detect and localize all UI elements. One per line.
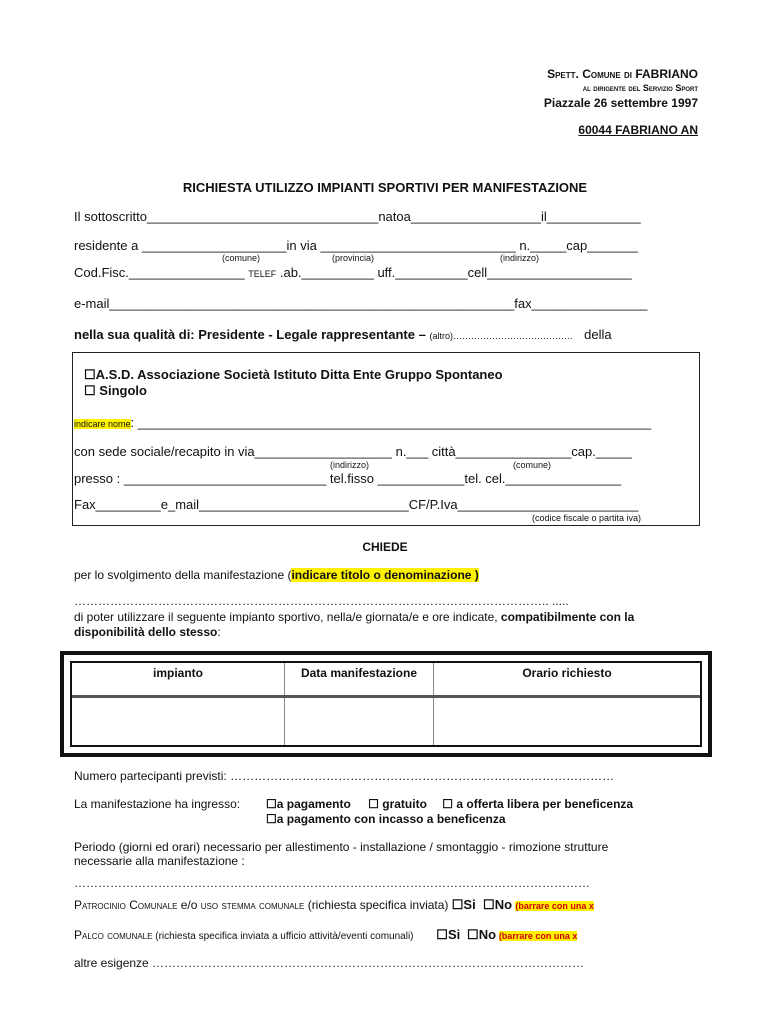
checkbox-gratuito-icon[interactable]: ☐ <box>368 797 379 811</box>
label-cf-piva: (codice fiscale o partita iva) <box>532 513 642 523</box>
palco-no: No <box>478 927 497 942</box>
disponibilita-tail: : <box>217 625 221 639</box>
field-qualita <box>74 327 612 342</box>
checkbox-palco-si-icon[interactable]: ☐ <box>436 927 448 942</box>
label-comune: (comune) <box>222 253 261 263</box>
label-sede-comune: (comune) <box>513 460 552 470</box>
indicare-nome-label: indicare nome <box>74 419 131 429</box>
poter-bold: compatibilmente con la <box>500 610 635 624</box>
header-orario: Orario richiesto <box>434 663 701 697</box>
patrocinio-rest: (richiesta specifica inviata) <box>304 898 452 912</box>
ingresso-options-row1[interactable] <box>266 797 633 811</box>
patrocinio-stemma: uso stemma comunale <box>200 898 305 912</box>
patrocinio-label: Patrocinio Comunale <box>74 898 178 912</box>
manifestazione-dots[interactable]: ……………………………………………………………………………………………………….. ..... <box>74 594 569 608</box>
patrocinio-si: Si <box>463 897 476 912</box>
patrocinio-no: No <box>494 897 513 912</box>
label-indirizzo: (indirizzo) <box>500 253 540 263</box>
impianti-table <box>72 663 700 745</box>
patrocinio-note: (barrare con una x <box>515 901 594 911</box>
org-singolo-text: Singolo <box>99 383 147 398</box>
opt-offerta: a offerta libera per beneficenza <box>456 797 634 811</box>
field-partecipanti[interactable]: Numero partecipanti previsti: …………………………………………………………………………………… <box>74 769 615 783</box>
checkbox-palco-no-icon[interactable]: ☐ <box>467 927 479 942</box>
impianti-table-frame <box>60 651 712 757</box>
field-sottoscritto[interactable]: Il sottoscritto________________________________natoa__________________il_____________ <box>74 209 641 224</box>
org-types-text: A.S.D. Associazione Società Istituto Ditta Ente Gruppo Spontaneo <box>95 367 503 382</box>
codfisc-rest: .ab.__________ uff.__________cell____________________ <box>279 265 632 280</box>
indicare-nome-line: : _______________________________________________________________________ <box>130 415 652 430</box>
document-title: RICHIESTA UTILIZZO IMPIANTI SPORTIVI PER MANIFESTAZIONE <box>182 180 588 195</box>
disponibilita-line <box>74 625 221 639</box>
org-types-line2[interactable] <box>84 383 147 399</box>
periodo-line1: Periodo (giorni ed orari) necessario per allestimento - installazione / smontaggio - rimozione strutture <box>74 840 609 854</box>
opt-pagamento: a pagamento <box>276 797 351 811</box>
checkbox-singolo-icon[interactable]: ☐ <box>84 383 96 398</box>
org-types-line1[interactable] <box>84 367 503 383</box>
checkbox-offerta-icon[interactable]: ☐ <box>442 797 454 811</box>
field-altre-esigenze[interactable]: altre esigenze ……………………………………………………………………………………………… <box>74 956 585 970</box>
opt-beneficenza: a pagamento con incasso a beneficenza <box>276 812 506 826</box>
field-presso[interactable]: presso : ____________________________ tel.fisso ____________tel. cel.________________ <box>74 471 622 486</box>
cell-data[interactable] <box>285 697 434 746</box>
disponibilita-text: disponibilità dello stesso <box>74 625 218 639</box>
poter-text: di poter utilizzare il seguente impianto sportivo, nella/e giornata/e e ore indicate, <box>74 610 501 624</box>
header-impianto: impianto <box>72 663 285 697</box>
manifestazione-prefix: per lo svolgimento della manifestazione ( <box>74 568 292 582</box>
recipient-line2: al dirigente del Servizio Sport <box>582 83 698 93</box>
label-provincia: (provincia) <box>332 253 375 263</box>
palco-row <box>74 927 577 943</box>
field-fax[interactable]: Fax_________e_mail_____________________________CF/P.Iva_________________________ <box>74 497 639 512</box>
field-residente[interactable]: residente a ____________________in via ___________________________ n._____cap_______ <box>74 238 638 253</box>
recipient-line4: 60044 FABRIANO AN <box>578 123 698 137</box>
patrocinio-eo: e/o <box>177 898 201 912</box>
periodo-dots[interactable]: ………………………………………………………………………………………………………………… <box>74 876 590 890</box>
field-sede[interactable]: con sede sociale/recapito in via___________________ n.___ città________________cap._____ <box>74 444 633 459</box>
field-email[interactable]: e-mail________________________________________________________fax________________ <box>74 296 648 311</box>
palco-si: Si <box>447 927 461 942</box>
palco-note: (barrare con una x <box>498 931 578 941</box>
label-sede-indirizzo: (indirizzo) <box>330 460 370 470</box>
field-indicare-nome[interactable] <box>74 415 651 430</box>
periodo-line2: necessarie alla manifestazione : <box>74 854 245 868</box>
patrocinio-row <box>74 897 594 913</box>
recipient-line1: Spett. Comune di FABRIANO <box>547 67 698 81</box>
checkbox-beneficenza-icon[interactable]: ☐ <box>266 812 277 826</box>
checkbox-pagamento-icon[interactable]: ☐ <box>266 797 277 811</box>
qualita-della: della <box>584 327 612 342</box>
palco-label: Palco comunale <box>74 928 153 942</box>
opt-gratuito: gratuito <box>382 797 427 811</box>
recipient-line3: Piazzale 26 settembre 1997 <box>543 96 698 110</box>
checkbox-patrocinio-no-icon[interactable]: ☐ <box>483 897 495 912</box>
cell-orario[interactable] <box>434 697 701 746</box>
header-data: Data manifestazione <box>285 663 434 697</box>
table-row <box>72 697 700 746</box>
chiede-heading: CHIEDE <box>362 540 408 554</box>
cell-impianto[interactable] <box>72 697 285 746</box>
ingresso-label: La manifestazione ha ingresso: <box>74 797 241 811</box>
telef-label: TELEF <box>248 269 277 279</box>
codfisc-label: Cod.Fisc.________________ <box>74 265 245 280</box>
checkbox-patrocinio-si-icon[interactable]: ☐ <box>451 897 464 912</box>
ingresso-options-row2[interactable] <box>266 812 506 826</box>
qualita-prefix: nella sua qualità di: Presidente - Legale rappresentante – <box>74 327 426 342</box>
manifestazione-line <box>74 568 479 582</box>
manifestazione-highlight: indicare titolo o denominazione ) <box>291 568 479 582</box>
poter-line <box>74 610 634 624</box>
checkbox-asd-icon[interactable]: ☐ <box>84 367 96 382</box>
qualita-altro[interactable]: (altro)…………………………………. <box>429 331 573 341</box>
table-header-row <box>72 663 700 697</box>
field-codfisc[interactable] <box>74 265 632 280</box>
palco-rest: (richiesta specifica inviata a ufficio attività/eventi comunali) <box>152 931 414 942</box>
